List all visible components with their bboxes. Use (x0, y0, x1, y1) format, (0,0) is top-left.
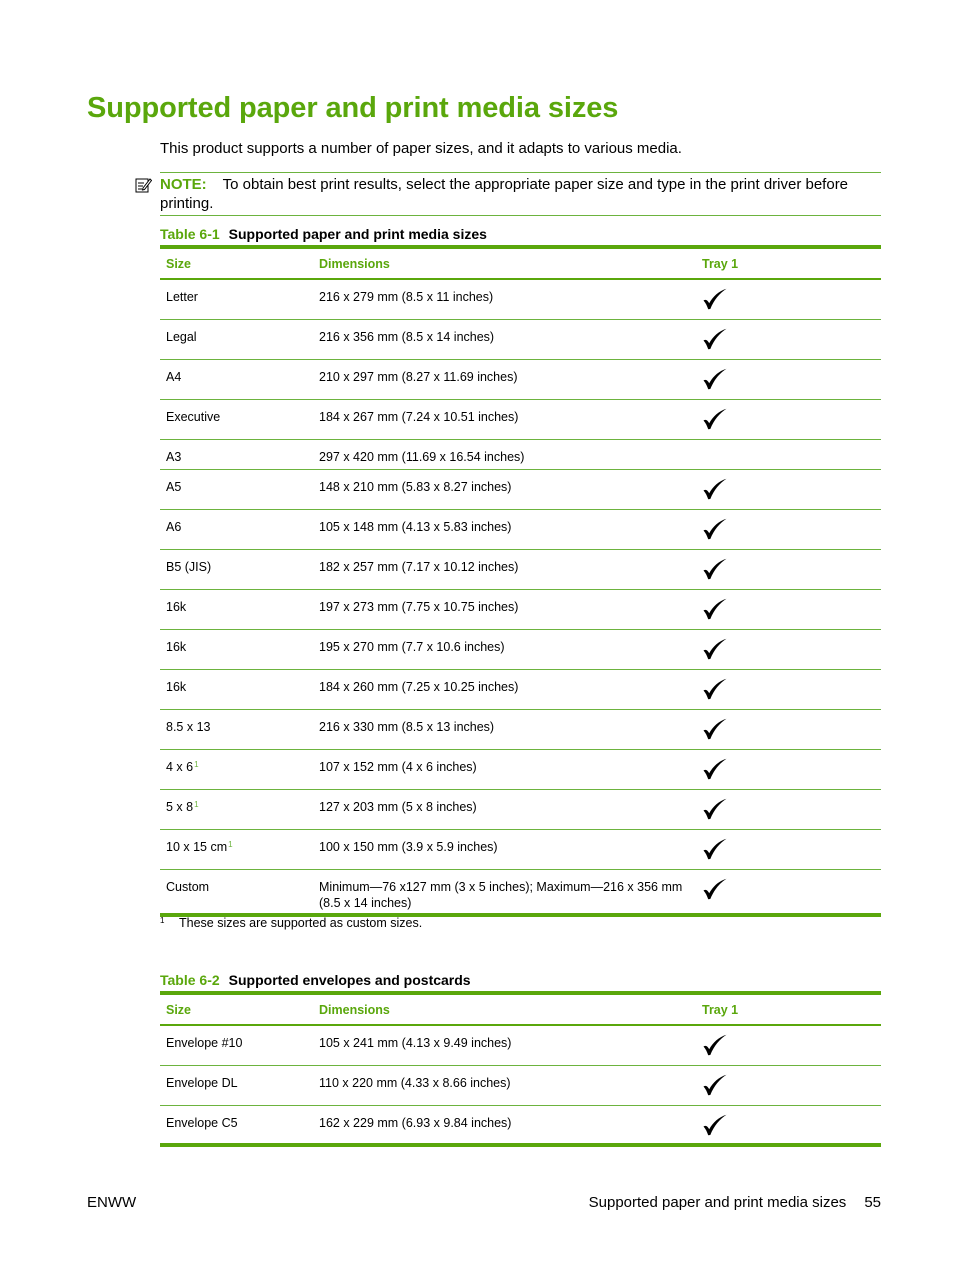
checkmark-icon (702, 878, 875, 904)
table-row (160, 399, 881, 439)
table-row (160, 1065, 881, 1105)
size-value: 16k (166, 639, 187, 654)
table-row (160, 1025, 881, 1065)
tray1-cell (696, 319, 881, 359)
tray1-cell (696, 399, 881, 439)
size-cell (160, 319, 313, 359)
page-title: Supported paper and print media sizes (87, 92, 619, 124)
size-value: Custom (166, 879, 210, 894)
table-row (160, 869, 881, 915)
checkmark-icon (702, 558, 875, 584)
dimensions-cell: 297 x 420 mm (11.69 x 16.54 inches) (313, 439, 696, 469)
table-row (160, 1105, 881, 1145)
dimensions-cell: 162 x 229 mm (6.93 x 9.84 inches) (319, 1115, 512, 1130)
footnote-reference: 1 (194, 799, 199, 809)
column-header-dimensions: Dimensions (313, 247, 696, 279)
size-value: A5 (166, 479, 182, 494)
footer-enww: ENWW (87, 1194, 137, 1211)
size-cell (160, 439, 313, 469)
size-value: Legal (166, 329, 197, 344)
note-pencil-icon (135, 176, 152, 198)
size-value: Letter (166, 290, 198, 304)
dimensions-cell: 107 x 152 mm (4 x 6 inches) (313, 749, 696, 789)
size-value: 10 x 15 cm (166, 839, 228, 854)
checkmark-icon (702, 408, 875, 434)
size-cell (160, 869, 313, 915)
dimensions-cell: 216 x 356 mm (8.5 x 14 inches) (313, 319, 696, 359)
note-box (160, 172, 881, 216)
page-number: 55 (864, 1194, 881, 1211)
dimensions-cell: 105 x 148 mm (4.13 x 5.83 inches) (313, 509, 696, 549)
dimensions-cell: 110 x 220 mm (4.33 x 8.66 inches) (313, 1065, 696, 1105)
size-value: 16k (166, 679, 187, 694)
size-cell (160, 279, 313, 319)
dimensions-cell: 216 x 330 mm (8.5 x 13 inches) (313, 709, 696, 749)
tray1-cell (696, 789, 881, 829)
media-sizes-table (160, 245, 881, 917)
dimensions-cell: 184 x 260 mm (7.25 x 10.25 inches) (313, 669, 696, 709)
checkmark-icon (702, 368, 875, 394)
tray1-cell (696, 749, 881, 789)
table-row (160, 359, 881, 399)
checkmark-icon (702, 678, 875, 704)
table-row (160, 749, 881, 789)
tray1-cell (696, 469, 881, 509)
table1-caption-title: Supported paper and print media sizes (228, 226, 487, 242)
table-row (160, 629, 881, 669)
footnote-mark: 1 (160, 916, 165, 925)
table-header-row (160, 993, 881, 1025)
table-row (160, 279, 881, 319)
size-value: Envelope #10 (166, 1036, 243, 1050)
size-cell (160, 589, 313, 629)
footnote-text: These sizes are supported as custom sizes. (179, 916, 423, 930)
tray1-cell (696, 629, 881, 669)
table-row (160, 669, 881, 709)
table2-caption-title: Supported envelopes and postcards (228, 972, 471, 988)
column-header-tray1: Tray 1 (696, 247, 881, 279)
footer-section-title: Supported paper and print media sizes (588, 1194, 847, 1211)
tray1-cell (696, 439, 881, 469)
table1-caption-number: Table 6-1 (160, 226, 220, 242)
checkmark-icon (702, 1074, 875, 1100)
table-row (160, 789, 881, 829)
column-header-dimensions: Dimensions (313, 993, 696, 1025)
table-row (160, 469, 881, 509)
tray1-cell (696, 669, 881, 709)
checkmark-icon (702, 1114, 875, 1140)
dimensions-cell: 105 x 241 mm (4.13 x 9.49 inches) (313, 1025, 696, 1065)
note-label: NOTE: (160, 176, 207, 193)
size-value: 5 x 8 (166, 799, 194, 814)
dimensions-cell: 148 x 210 mm (5.83 x 8.27 inches) (313, 469, 696, 509)
table-row (160, 319, 881, 359)
table2-caption-number: Table 6-2 (160, 972, 220, 988)
size-cell (160, 1025, 313, 1065)
table-row (160, 709, 881, 749)
size-value: A3 (166, 449, 182, 464)
tray1-cell (696, 589, 881, 629)
table-header-row (160, 247, 881, 279)
tray1-cell (696, 869, 881, 915)
tray1-cell (696, 279, 881, 319)
dimensions-cell: Minimum—76 x127 mm (3 x 5 inches); Maximum—216 x 356 mm (8.5 x 14 inches) (319, 879, 683, 910)
tray1-cell (696, 359, 881, 399)
table-footnote (160, 916, 422, 930)
size-cell (160, 629, 313, 669)
table-row (160, 589, 881, 629)
checkmark-icon (702, 758, 875, 784)
size-cell (160, 509, 313, 549)
size-value: 8.5 x 13 (166, 719, 211, 734)
size-value: Executive (166, 409, 221, 424)
size-cell (160, 829, 313, 869)
note-text: To obtain best print results, select the appropriate paper size and type in the print driver before printing. (160, 176, 849, 212)
dimensions-cell: 195 x 270 mm (7.7 x 10.6 inches) (313, 629, 696, 669)
table-row (160, 829, 881, 869)
dimensions-cell: 184 x 267 mm (7.24 x 10.51 inches) (313, 399, 696, 439)
dimensions-cell: 197 x 273 mm (7.75 x 10.75 inches) (313, 589, 696, 629)
tray1-cell (696, 509, 881, 549)
checkmark-icon (702, 638, 875, 664)
dimensions-cell: 100 x 150 mm (3.9 x 5.9 inches) (313, 829, 696, 869)
table2-caption (160, 972, 471, 988)
size-cell (160, 749, 313, 789)
checkmark-icon (702, 798, 875, 824)
dimensions-cell: 127 x 203 mm (5 x 8 inches) (313, 789, 696, 829)
checkmark-icon (702, 598, 875, 624)
column-header-tray1: Tray 1 (696, 993, 881, 1025)
table-row (160, 509, 881, 549)
tray1-cell (696, 1065, 881, 1105)
tray1-cell (696, 549, 881, 589)
footnote-reference: 1 (228, 839, 233, 849)
size-cell (160, 469, 313, 509)
size-value: 4 x 6 (166, 759, 194, 774)
dimensions-cell: 182 x 257 mm (7.17 x 10.12 inches) (313, 549, 696, 589)
checkmark-icon (702, 288, 875, 314)
checkmark-icon (702, 478, 875, 504)
size-value: A4 (166, 369, 182, 384)
size-cell (160, 709, 313, 749)
envelopes-table (160, 991, 881, 1147)
size-value: 16k (166, 599, 187, 614)
column-header-size: Size (160, 993, 313, 1025)
checkmark-icon (702, 838, 875, 864)
tray1-cell (696, 829, 881, 869)
size-value: Envelope DL (166, 1075, 238, 1090)
checkmark-icon (702, 1034, 875, 1060)
size-cell (160, 549, 313, 589)
intro-text: This product supports a number of paper sizes, and it adapts to various media. (160, 140, 682, 157)
size-cell (160, 399, 313, 439)
size-value: A6 (166, 519, 182, 534)
checkmark-icon (702, 718, 875, 744)
tray1-cell (696, 1025, 881, 1065)
tray1-cell (696, 1105, 881, 1145)
dimensions-cell: 216 x 279 mm (8.5 x 11 inches) (313, 279, 696, 319)
size-value: B5 (JIS) (166, 559, 212, 574)
table-row (160, 549, 881, 589)
size-cell (160, 669, 313, 709)
footer-section (589, 1194, 881, 1211)
column-header-size: Size (160, 247, 313, 279)
size-cell (160, 1065, 313, 1105)
footnote-reference: 1 (194, 759, 199, 769)
tray1-cell (696, 709, 881, 749)
checkmark-icon (702, 328, 875, 354)
size-value: Envelope C5 (166, 1115, 238, 1130)
size-cell (160, 789, 313, 829)
size-cell (160, 1105, 313, 1145)
dimensions-cell: 210 x 297 mm (8.27 x 11.69 inches) (313, 359, 696, 399)
checkmark-icon (702, 518, 875, 544)
table-row (160, 439, 881, 469)
size-cell (160, 359, 313, 399)
table1-caption (160, 226, 487, 242)
